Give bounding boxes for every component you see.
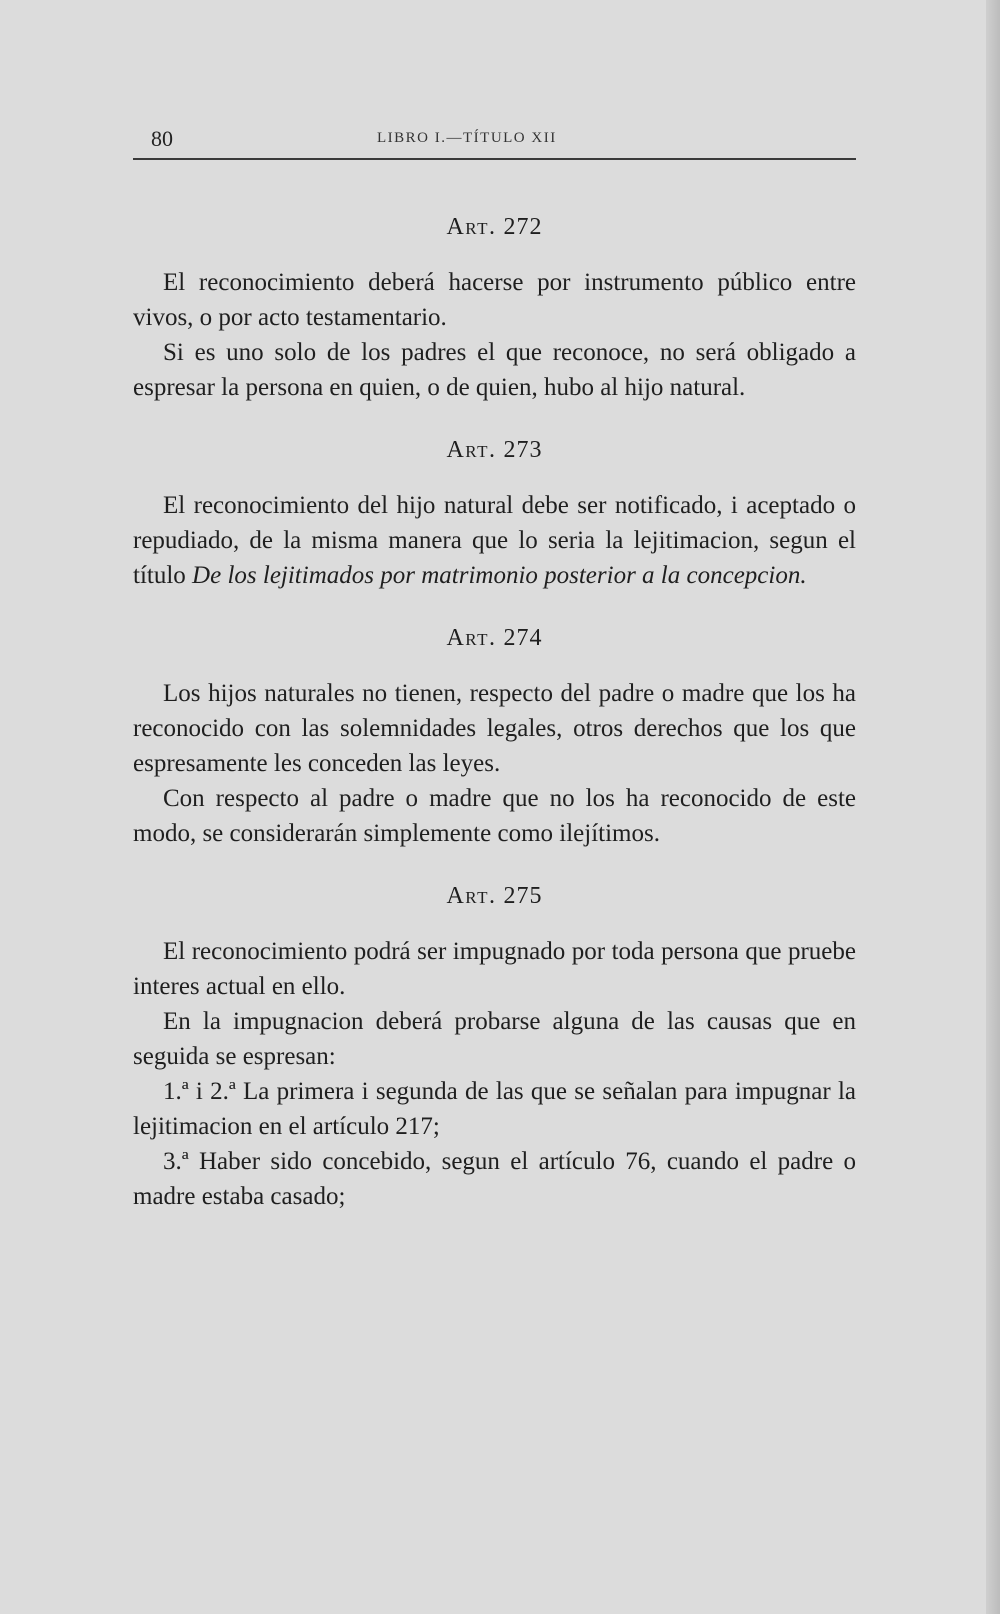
paragraph: 1.ª i 2.ª La primera i segunda de las que se señalan para impugnar la lejitimacion en el artículo 217; [133,1078,856,1140]
article-heading-272 [133,210,856,245]
page-header [133,122,856,160]
article-number: 274 [503,625,543,651]
paragraph-italic-title: De los lejitimados por matrimonio posterior a la concepcion. [192,562,807,589]
paragraph: Los hijos naturales no tienen, respecto del padre o madre que los ha reconocido con las solemnidades legales, otros derechos que los que espresamente les conceden las leyes. [133,680,856,777]
article-label: Art. [446,625,497,651]
paragraph: El reconocimiento podrá ser impugnado por toda persona que pruebe interes actual en ello. [133,938,856,1000]
article-label: Art. [446,437,497,463]
paragraph: Con respecto al padre o madre que no los ha reconocido de este modo, se considerarán simplemente como ilejítimos. [133,785,856,847]
article-label: Art. [446,214,497,240]
article-heading-274 [133,621,856,656]
article-heading-273 [133,433,856,468]
article-number: 273 [503,437,543,463]
article-number: 272 [503,214,543,240]
page-body [133,210,856,1214]
paragraph: En la impugnacion deberá probarse alguna de las causas que en seguida se espresan: [133,1008,856,1070]
paragraph: Si es uno solo de los padres el que reconoce, no será obligado a espresar la persona en quien, o de quien, hubo al hijo natural. [133,339,856,401]
page-edge [986,0,1000,1614]
paragraph: 3.ª Haber sido concebido, segun el artículo 76, cuando el padre o madre estaba casado; [133,1148,856,1210]
page-number: 80 [151,126,173,151]
paragraph: El reconocimiento deberá hacerse por instrumento público entre vivos, o por acto testamentario. [133,269,856,331]
paragraph-text: El reconocimiento del hijo natural debe ser notificado, i aceptado o repudiado, de la misma manera que lo seria la lejitimacion, segun el título [133,492,856,589]
paragraph [133,488,856,593]
article-number: 275 [503,883,543,909]
article-label: Art. [446,883,497,909]
article-heading-275 [133,879,856,914]
running-head: LIBRO I.—TÍTULO XII [377,130,557,146]
